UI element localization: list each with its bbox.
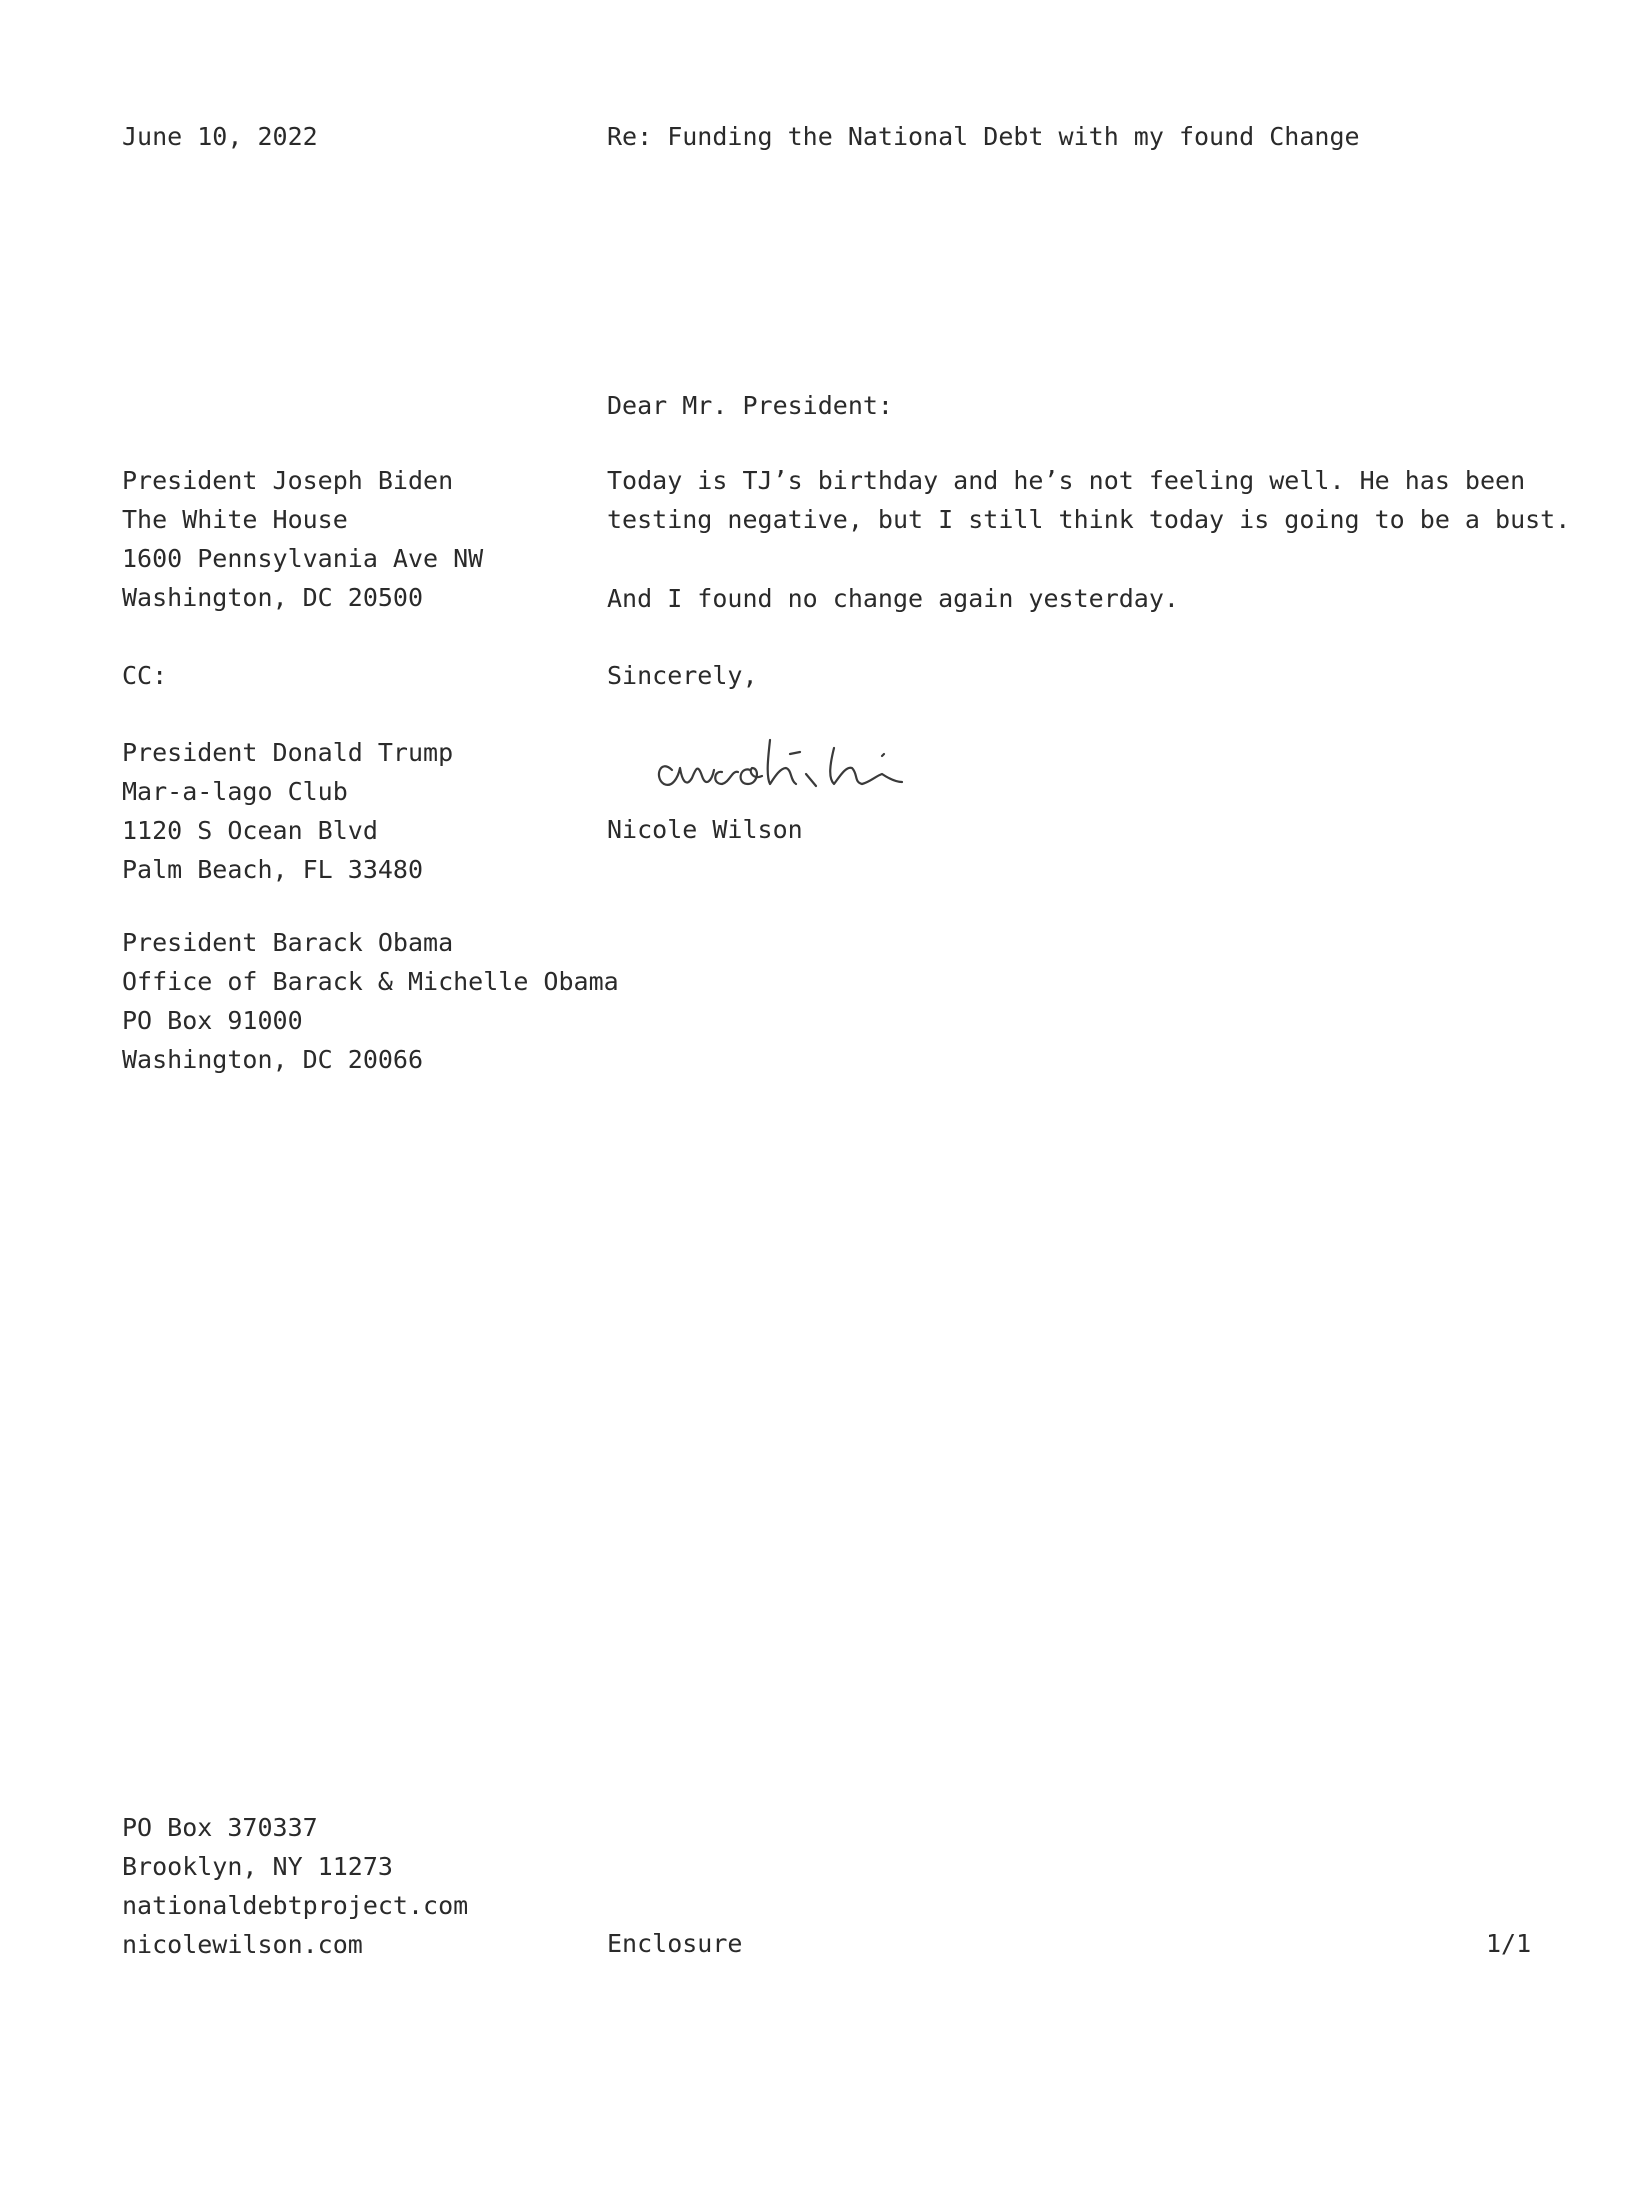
salutation [607, 386, 893, 425]
cc-line: PO Box 91000 [122, 1006, 303, 1035]
sender-line: PO Box 370337 [122, 1813, 318, 1842]
date-text: June 10, 2022 [122, 122, 318, 151]
subject-text: Re: Funding the National Debt with my found Change [607, 122, 1360, 151]
salutation-text: Dear Mr. President: [607, 391, 893, 420]
recipient-line: 1600 Pennsylvania Ave NW [122, 544, 484, 573]
recipient-address [122, 461, 483, 617]
cc-label [122, 656, 167, 695]
cc-label-text: CC: [122, 661, 168, 690]
enclosure-text: Enclosure [607, 1929, 743, 1958]
signer-name-text: Nicole Wilson [607, 815, 803, 844]
page-number-text: 1/1 [1486, 1929, 1532, 1958]
cc-address-trump [122, 733, 453, 889]
recipient-line: The White House [122, 505, 348, 534]
body-line: testing negative, but I still think today is going to be a bust. [607, 505, 1571, 534]
body-paragraph-1 [607, 461, 1570, 539]
enclosure-note [607, 1924, 742, 1963]
cc-line: Washington, DC 20066 [122, 1045, 424, 1074]
sender-line: Brooklyn, NY 11273 [122, 1852, 393, 1881]
signature-text: Nicole Wilson [650, 718, 658, 719]
letter-subject [607, 117, 1360, 156]
recipient-line: President Joseph Biden [122, 466, 454, 495]
sender-address [122, 1808, 468, 1964]
handwritten-signature [650, 718, 1000, 808]
letter-date [122, 117, 318, 156]
sender-line: nationaldebtproject.com [122, 1891, 469, 1920]
cc-line: Office of Barack & Michelle Obama [122, 967, 619, 996]
body-line: Today is TJ’s birthday and he’s not feeling well. He has been [607, 466, 1526, 495]
closing-text: Sincerely, [607, 661, 758, 690]
closing [607, 656, 758, 695]
cc-line: Mar-a-lago Club [122, 777, 348, 806]
sender-line: nicolewilson.com [122, 1930, 363, 1959]
page-number [1486, 1924, 1531, 1963]
signer-name [607, 810, 803, 849]
cc-line: Palm Beach, FL 33480 [122, 855, 424, 884]
cc-line: President Donald Trump [122, 738, 454, 767]
cc-line: 1120 S Ocean Blvd [122, 816, 378, 845]
body-line: And I found no change again yesterday. [607, 584, 1179, 613]
cc-line: President Barack Obama [122, 928, 454, 957]
recipient-line: Washington, DC 20500 [122, 583, 424, 612]
body-paragraph-2 [607, 579, 1179, 618]
cc-address-obama [122, 923, 619, 1079]
